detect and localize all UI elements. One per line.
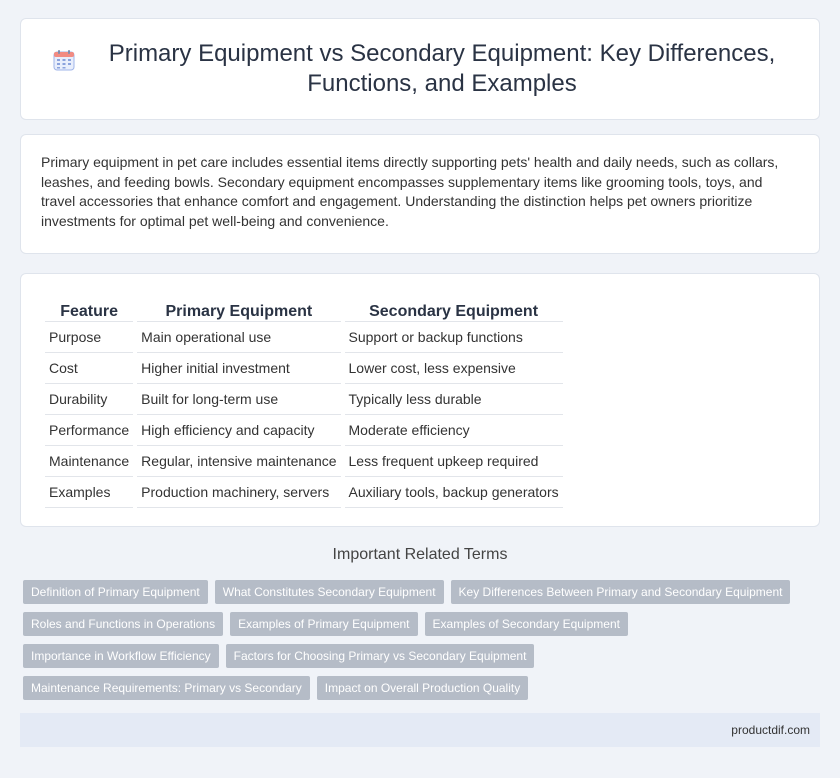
table-cell: Higher initial investment — [137, 353, 340, 384]
table-row — [45, 477, 563, 508]
table-cell: Moderate efficiency — [345, 415, 563, 446]
related-terms-tags — [23, 580, 823, 708]
table-row — [45, 322, 563, 353]
table-cell: Less frequent upkeep required — [345, 446, 563, 477]
table-cell: Typically less durable — [345, 384, 563, 415]
intro-paragraph: Primary equipment in pet care includes essential items directly supporting pets' health and daily needs, such as collars, leashes, and feeding bowls. Secondary equipment encompasses supplementary items like grooming tools, toys, and travel accessories that enhance comfort and engagement. Understanding the distinction helps pet owners prioritize investments for optimal pet well-being and convenience. — [41, 154, 779, 229]
related-term-tag[interactable]: Roles and Functions in Operations — [23, 612, 223, 636]
related-term-tag[interactable]: Impact on Overall Production Quality — [317, 676, 528, 700]
related-term-tag[interactable]: Maintenance Requirements: Primary vs Secondary — [23, 676, 310, 700]
header-card — [20, 18, 820, 120]
related-term-tag[interactable]: Factors for Choosing Primary vs Secondary Equipment — [226, 644, 535, 668]
header-secondary: Secondary Equipment — [345, 294, 563, 322]
table-row — [45, 384, 563, 415]
table-cell: Auxiliary tools, backup generators — [345, 477, 563, 508]
table-row — [45, 446, 563, 477]
related-term-tag[interactable]: Key Differences Between Primary and Secondary Equipment — [451, 580, 791, 604]
table-cell: Durability — [45, 384, 133, 415]
table-cell: Production machinery, servers — [137, 477, 340, 508]
header-primary: Primary Equipment — [137, 294, 340, 322]
intro-card — [20, 134, 820, 254]
related-term-tag[interactable]: Examples of Primary Equipment — [230, 612, 417, 636]
tag-row — [23, 580, 823, 604]
related-term-tag[interactable]: Importance in Workflow Efficiency — [23, 644, 219, 668]
table-cell: Built for long-term use — [137, 384, 340, 415]
table-cell: Maintenance — [45, 446, 133, 477]
related-terms-title: Important Related Terms — [332, 546, 508, 563]
footer-site-link[interactable]: productdif.com — [731, 723, 810, 737]
table-row — [45, 353, 563, 384]
title-wrap — [53, 39, 787, 99]
related-term-tag[interactable]: Definition of Primary Equipment — [23, 580, 208, 604]
table-header-row — [45, 294, 563, 322]
header-feature: Feature — [45, 294, 133, 322]
table-cell: Cost — [45, 353, 133, 384]
table-row — [45, 415, 563, 446]
related-term-tag[interactable]: Examples of Secondary Equipment — [425, 612, 628, 636]
footer — [20, 713, 820, 747]
calendar-icon — [53, 49, 75, 71]
tag-row — [23, 644, 823, 668]
table-cell: High efficiency and capacity — [137, 415, 340, 446]
table-cell: Purpose — [45, 322, 133, 353]
table-cell: Support or backup functions — [345, 322, 563, 353]
page-title: Primary Equipment vs Secondary Equipment: Key Differences, Functions, and Examples — [108, 40, 776, 97]
comparison-table — [41, 294, 567, 508]
table-cell: Performance — [45, 415, 133, 446]
tag-row — [23, 676, 823, 700]
tag-row — [23, 612, 823, 636]
table-cell: Lower cost, less expensive — [345, 353, 563, 384]
table-cell: Regular, intensive maintenance — [137, 446, 340, 477]
table-cell: Examples — [45, 477, 133, 508]
related-term-tag[interactable]: What Constitutes Secondary Equipment — [215, 580, 444, 604]
comparison-table-card — [20, 273, 820, 527]
table-cell: Main operational use — [137, 322, 340, 353]
